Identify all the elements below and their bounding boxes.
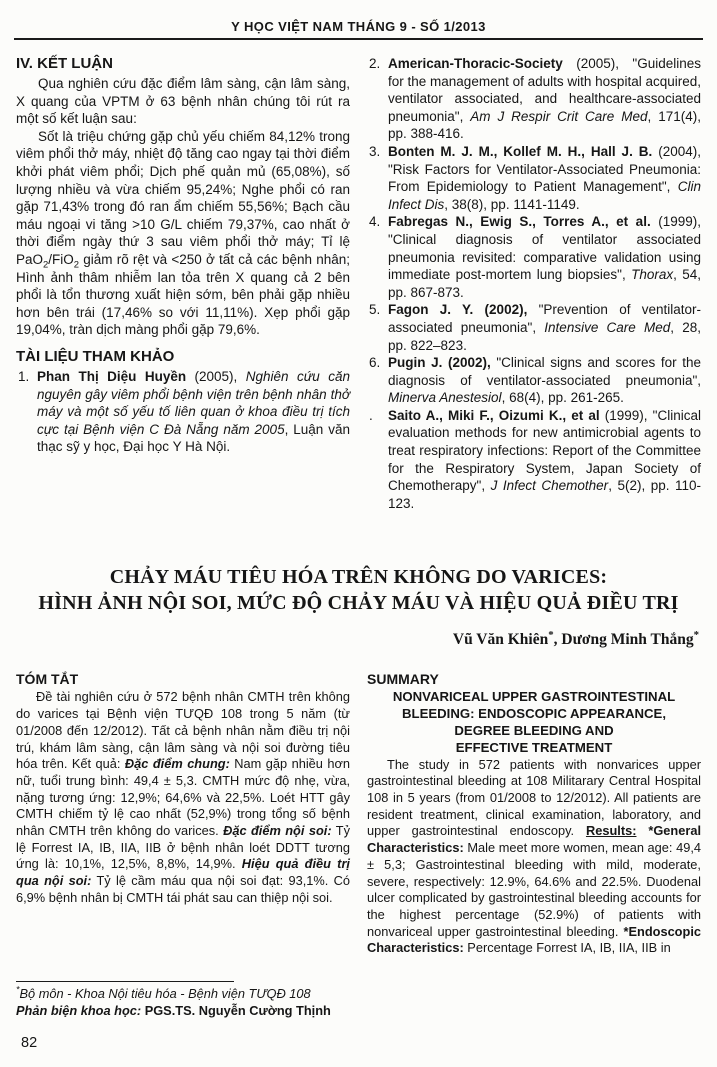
article-title-line-2: HÌNH ẢNH NỘI SOI, MỨC ĐỘ CHẢY MÁU VÀ HIỆU QUẢ ĐIỀU TRỊ — [38, 592, 679, 615]
reference-item-6 — [367, 354, 701, 407]
reference-number: 4. — [369, 214, 381, 230]
journal-header: Y HỌC VIỆT NAM THÁNG 9 - SỐ 1/2013 — [231, 19, 486, 34]
top-left-column — [16, 55, 350, 512]
conclusion-paragraph-2: Sốt là triệu chứng gặp chủ yếu chiếm 84,12% trong viêm phổi thở máy, nhiệt độ tăng cao ngay tại thời điểm khởi phát viêm phổi; Dịch phế quản mủ (65,08%), số lượng nhiều và vừa chiếm 95,24%; Nghe phổi có ran gặp 71,43% trong đó ran ẩm chiếm 55,56%; Bạch cầu máu ngoại vi tăng >10 G/L chiếm 79,37%, cao nhất ở thời điểm ngày thứ 3 sau viêm phổi thở máy; Tỉ lệ PaO$_2$/FiO$_2$ giảm rõ rệt và <250 ở tất cả các bệnh nhân; Hình ảnh thâm nhiễm lan tỏa trên X quang cả 2 bên phổi là tổn thương xuất hiện sớm, bên phải gặp nhiều hơn bên trái (17,46% so với 11,11%). Xẹp phổi gặp 19,04%, tràn dịch màng phổi gặp 79,6%. — [16, 128, 350, 338]
reference-number: . — [369, 407, 373, 423]
abstract-section — [0, 671, 717, 957]
reference-item-5 — [367, 301, 701, 354]
top-right-column — [367, 55, 701, 512]
article-title — [0, 564, 717, 616]
abstract-body: Đề tài nghiên cứu ở 572 bệnh nhân CMTH trên không do varices tại Bệnh viện TƯQĐ 108 trong 5 năm (từ 01/2008 đến 12/2012). Tất cả bệnh nhân nằm điều trị nội trú, khám lâm sàng, cận lâm sàng và nội soi đường tiêu hóa trên. Kết quả: Đặc điểm chung: Nam gặp nhiều hơn nữ, tuổi trung bình: 49,4 ± 5,3. CMTH mức độ nhẹ, vừa, nặng tương ứng: 12,9%; 64,6% và 22,5%. Loét HTT gây CMTH chiếm tỷ lệ cao nhất (52,9%) trong tổng số bệnh nhân CMTH trên không do varices. Đặc điểm nội soi: Tỷ lệ Forrest IA, IB, IIA, IIB ở bệnh nhân loét DDTT tương ứng là: 10,1%, 12,5%, 8,8%, 14,9%. Hiệu quả điều trị qua nội soi: Tỷ lệ cầm máu qua nội soi đạt: 93,1%. Có 6,9% bệnh nhân bị CMTH tái phát sau can thiệp nội soi. — [16, 689, 350, 905]
footnote — [16, 981, 350, 1019]
article-authors: Vũ Văn Khiên*, Dương Minh Thắng* — [452, 629, 699, 649]
footnote-affiliation: *Bộ môn - Khoa Nội tiêu hóa - Bệnh viện TƯQĐ 108 — [16, 984, 311, 1001]
conclusion-heading: IV. KẾT LUẬN — [16, 55, 113, 72]
reference-number: 2. — [369, 56, 381, 71]
reference-number: 6. — [369, 355, 381, 371]
reference-text: Pugin J. (2002), "Clinical signs and scores for the diagnosis of ventilator-associated pneumonia", Minerva Anestesiol, 68(4), pp. 261-265. — [388, 355, 702, 406]
abstract-column — [16, 671, 350, 957]
footnote-rule — [16, 981, 234, 982]
summary-column — [367, 671, 701, 957]
reference-item-7 — [367, 407, 701, 513]
summary-subtitle-line-3: DEGREE BLEEDING AND — [454, 723, 614, 739]
summary-heading: SUMMARY — [367, 671, 439, 688]
reference-number: 5. — [369, 302, 381, 318]
conclusion-paragraph-1: Qua nghiên cứu đặc điểm lâm sàng, cận lâm sàng, X quang của VPTM ở 63 bệnh nhân chúng tôi rút ra một số kết luận sau: — [16, 76, 350, 127]
reference-number: 3. — [369, 143, 381, 159]
footnote-reviewer: Phản biện khoa học: PGS.TS. Nguyễn Cường Thịnh — [16, 1002, 331, 1018]
reference-number: 1. — [18, 368, 30, 384]
summary-body: The study in 572 patients with nonvarices upper gastrointestinal bleeding at 108 Militarary Central Hospital 108 in 5 years (from 01/2008 to 12/2012). All patients are resident treatment, clinical examination, laboratory, and upper gastrointestinal endoscopy. Results: *General Characteristics: Male meet more women, mean age: 49,4 ± 5,3; Gastrointestinal bleeding with mild, moderate, severe, respectively: 12.9%, 64.6% and 22.5%. Duodenal ulcer complicated by gastrointestinal bleeding accounts for the highest percentage (52.9%) of patients with nonvariceal upper gastrointestinal bleeding. *Endoscopic Characteristics: Percentage Forrest IA, IB, IIA, IIB in — [367, 756, 701, 956]
article-title-line-1: CHẢY MÁU TIÊU HÓA TRÊN KHÔNG DO VARICES: — [109, 566, 608, 589]
reference-item-3 — [367, 143, 701, 213]
summary-subtitle-line-4: EFFECTIVE TREATMENT — [455, 739, 613, 755]
top-section — [0, 55, 717, 512]
references-vn-heading: TÀI LIỆU THAM KHẢO — [16, 347, 175, 365]
reference-text: Fagon J. Y. (2002), "Prevention of ventilator-associated pneumonia", Intensive Care Med, 28, pp. 822–823. — [388, 302, 701, 353]
header-rule — [14, 38, 703, 40]
reference-item-2 — [367, 55, 701, 143]
page-number: 82 — [21, 1035, 38, 1051]
reference-text: Fabregas N., Ewig S., Torres A., et al. (1999), "Clinical diagnosis of ventilator associated pneumonia revisited: comparative validation using immediate post-mortem lung biopsies", Thorax, 54, pp. 867-873. — [388, 214, 701, 300]
reference-item-4 — [367, 213, 701, 301]
abstract-heading: TÓM TẮT — [16, 671, 79, 688]
reference-text: American-Thoracic-Society (2005), "Guidelines for the management of adults with hospital acquired, ventilator associated, and healthcare-associated pneumonia", Am J Respir Crit Care Med, 171(4), pp. 388-416. — [388, 56, 701, 142]
summary-subtitle-line-1: NONVARICEAL UPPER GASTROINTESTINAL — [392, 689, 676, 705]
reference-text: Phan Thị Diệu Huyền (2005), Nghiên cứu căn nguyên gây viêm phổi bệnh viện trên bệnh nhân thở máy và một số yếu tố liên quan ở khoa điều trị tích cực tại Bệnh viện C Đà Nẵng năm 2005, Luận văn thạc sỹ y học, Đại học Y Hà Nội. — [37, 368, 350, 455]
reference-item-1 — [16, 368, 350, 456]
reference-text: Bonten M. J. M., Kollef M. H., Hall J. B. (2004), "Risk Factors for Ventilator-Associated Pneumonia: From Epidemiology to Patient Management", Clin Infect Dis, 38(8), pp. 1141-1149. — [388, 143, 701, 212]
reference-text: Saito A., Miki F., Oizumi K., et al (1999), "Clinical evaluation methods for new antimicrobial agents to treat respiratory infections: Report of the Committee for the Respiratory System, Japan Society of Chemotherapy", J Infect Chemother, 5(2), pp. 110-123. — [388, 407, 702, 511]
summary-subtitle-line-2: BLEEDING: ENDOSCOPIC APPEARANCE, — [401, 706, 667, 722]
